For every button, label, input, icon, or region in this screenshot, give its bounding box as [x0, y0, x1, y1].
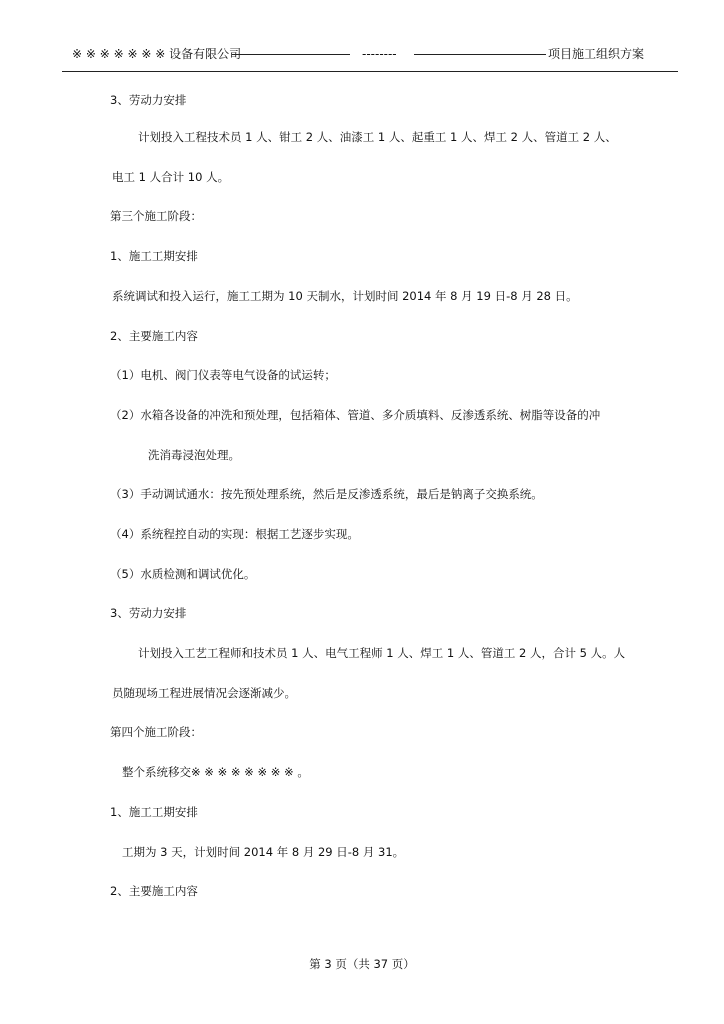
section-heading: 1、施工工期安排	[110, 249, 198, 263]
header-company: ※ ※ ※ ※ ※ ※ ※ 设备有限公司	[72, 47, 242, 61]
list-item: （1）电机、阀门仪表等电气设备的试运转；	[110, 368, 336, 382]
header-rule-2	[414, 54, 546, 55]
stage-heading: 第四个施工阶段：	[110, 725, 202, 739]
section-heading: 3、劳动力安排	[110, 93, 187, 107]
header-dashes: --------	[362, 47, 397, 61]
paragraph: 计划投入工艺工程师和技术员 1 人、电气工程师 1 人、焊工 1 人、管道工 2 人，合计 5 人。人	[138, 646, 626, 660]
header-rule-1	[232, 54, 350, 55]
paragraph: 电工 1 人合计 10 人。	[112, 170, 230, 184]
paragraph: 员随现场工程进展情况会逐渐减少。	[112, 686, 296, 700]
paragraph: 系统调试和投入运行，施工工期为 10 天制水，计划时间 2014 年 8 月 19 日-8 月 28 日。	[112, 289, 578, 303]
section-heading: 2、主要施工内容	[110, 884, 198, 898]
page-header	[72, 44, 652, 64]
list-item: （5）水质检测和调试优化。	[110, 567, 256, 581]
header-doc-title: 项目施工组织方案	[548, 47, 645, 61]
list-item: （4）系统程控自动的实现：根据工艺逐步实现。	[110, 527, 359, 541]
page-number: 第 3 页（共 37 页）	[309, 957, 415, 971]
list-item: （2）水箱各设备的冲洗和预处理，包括箱体、管道、多介质填料、反渗透系统、树脂等设备的冲	[110, 408, 601, 422]
list-item: （3）手动调试通水：按先预处理系统，然后是反渗透系统，最后是钠离子交换系统。	[110, 487, 543, 501]
stage-heading: 第三个施工阶段：	[110, 209, 202, 223]
section-heading: 2、主要施工内容	[110, 329, 198, 343]
paragraph: 计划投入工程技术员 1 人、钳工 2 人、油漆工 1 人、起重工 1 人、焊工 2 人、管道工 2 人、	[138, 130, 617, 144]
paragraph: 整个系统移交※ ※ ※ ※ ※ ※ ※ ※ 。	[122, 765, 309, 779]
header-underline	[62, 71, 678, 72]
section-heading: 3、劳动力安排	[110, 606, 187, 620]
section-heading: 1、施工工期安排	[110, 805, 198, 819]
paragraph: 工期为 3 天，计划时间 2014 年 8 月 29 日-8 月 31。	[122, 845, 405, 859]
list-item-continuation: 洗消毒浸泡处理。	[148, 448, 240, 462]
